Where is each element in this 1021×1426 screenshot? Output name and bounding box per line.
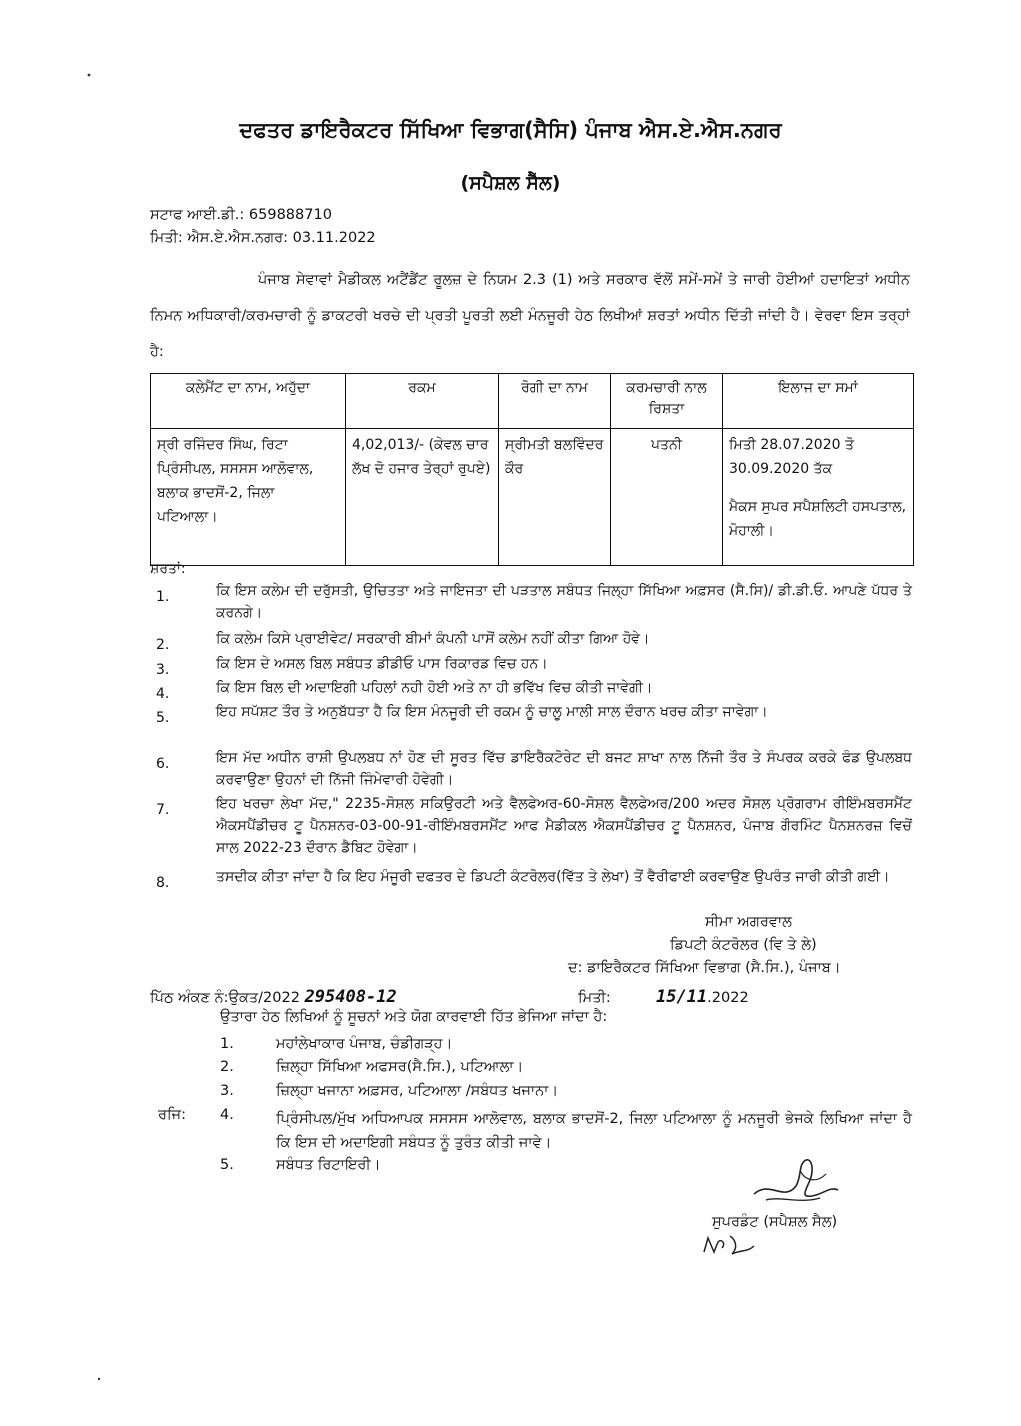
cell-relation: ਪਤਨੀ [611,429,723,566]
handwritten-ref-number: 295408-12 [304,987,397,1007]
condition-item: 5. ਇਹ ਸਪੱਸ਼ਟ ਤੌਰ ਤੇ ਅਨੁਬੱਧਤਾ ਹੈ ਕਿ ਇਸ ਮੰਨਜੂਰੀ ਦੀ ਰਕਮ ਨੂੰ ਚਾਲੂ ਮਾਲੀ ਸਾਲ ਦੌਰਾਨ ਖਰਚ ਕੀਤਾ ਜਾਵੇਗਾ। [156,704,768,726]
endorsement-date [578,987,749,1007]
cell-period [723,429,914,566]
cell-claimant: ਸ੍ਰੀ ਰਜਿੰਦਰ ਸਿੰਘ, ਰਿਟਾ ਪ੍ਰਿੰਸੀਪਲ, ਸਸਸਸ ਆਲੋਵਾਲ, ਬਲਾਕ ਭਾਦਸੋਂ-2, ਜਿਲਾ ਪਟਿਆਲਾ। [151,429,346,566]
cell-patient: ਸ੍ਰੀਮਤੀ ਬਲਵਿੰਦਰ ਕੌਰ [499,429,611,566]
list-item: 3. [220,1083,234,1099]
endorsement-ref-prefix: ਪਿੱਠ ਅੰਕਣ ਨੰ:ਉਕਤ/2022 [150,990,300,1006]
signatory-designation: ਡਿਪਟੀ ਕੰਟਰੋਲਰ (ਵਿ ਤੇ ਲੇ) [670,937,817,953]
stray-mark [96,1376,102,1382]
hospital-name: ਮੈਕਸ ਸੁਪਰ ਸਪੈਸ਼ਲਿਟੀ ਹਸਪਤਾਲ, ਮੋਹਾਲੀ। [729,499,907,539]
list-item: 2. [220,1059,234,1075]
table-row [151,429,914,566]
list-item: 5. [220,1157,234,1173]
condition-item: 8. ਤਸਦੀਕ ਕੀਤਾ ਜਾਂਦਾ ਹੈ ਕਿ ਇਹ ਮੰਜੂਰੀ ਦਫਤਰ ਦੇ ਡਿਪਟੀ ਕੰਟਰੋਲਰ(ਵਿੱਤ ਤੇ ਲੇਖਾ) ਤੋਂ ਵੈਰੀਫਾਈ ਕਰਵਾਉਣ ਉਪਰੰਤ ਜਾਰੀ ਕੀਤੀ ਗਈ। [156,869,890,891]
treatment-period: ਮਿਤੀ 28.07.2020 ਤੋ 30.09.2020 ਤੱਕ [729,437,854,477]
condition-item: 1. ਕਿ ਇਸ ਕਲੇਮ ਦੀ ਦਰੁੱਸਤੀ, ਉਚਿਤਤਾ ਅਤੇ ਜਾਇਜਤਾ ਦੀ ਪੜਤਾਲ ਸਬੰਧਤ ਜਿਲ੍ਹਾ ਸਿੱਖਿਆ ਅਫ਼ਸਰ (ਸੈ.ਸਿ)/ ਡੀ.ਡੀ.ਓ. ਆਪਣੇ ਪੱਧਰ ਤੇ ਕਰਨਗੇ। [156,583,912,621]
superintendent-designation: ਸੁਪਰਡੰਟ (ਸਪੈਸ਼ਲ ਸੈਲ) [712,1214,838,1230]
regd-label: ਰਜਿ: [158,1107,187,1123]
staff-id: ਸਟਾਫ ਆਈ.ਡੀ.: 659888710 [150,207,332,223]
conditions-label: ਸ਼ਰਤਾਂ: [150,561,186,577]
stray-mark [86,72,92,78]
signatory-name: ਸੀਮਾ ਅਗਰਵਾਲ [705,914,792,930]
header-period: ਇਲਾਜ ਦਾ ਸਮਾਂ [723,374,914,429]
signature-scribble [740,1150,850,1216]
handwritten-date: 15/11 [655,987,708,1007]
endorsement-date-suffix: .2022 [707,990,749,1006]
signatory-office: ਦ: ਡਾਇਰੈਕਟਰ ਸਿੱਖਿਆ ਵਿਭਾਗ (ਸੈ.ਸਿ.), ਪੰਜਾਬ। [568,960,841,976]
condition-item: 7. ਇਹ ਖਰਚਾ ਲੇਖਾ ਮੱਦ," 2235-ਸੋਸ਼ਲ ਸਕਿਉਰਟੀ ਅਤੇ ਵੈਲਫੇਅਰ-60-ਸੋਸ਼ਲ ਵੈਲਫੇਅਰ/200 ਅਦਰ ਸੋਸ਼ਲ ਪ੍ਰੋਗਰਾਮ ਰੀਇੰਮਬਰਸਮੈਂਟ ਐਕਸਪੈਂਡੀਚਰ ਟੂ ਪੈਨਸ਼ਨਰ-03-00-91-ਰੀਇੰਮਬਰਸਮੈਂਟ ਆਫ ਮੈਡੀਕਲ ਐਕਸਪੈਂਡੀਚਰ ਟੂ ਪੈਨਸ਼ਨਰ, ਪੰਜਾਬ ਗੌਰਮਿੰਟ ਪੈਨਸ਼ਨਰਜ਼ ਵਿਚੋਂ ਸਾਲ 2022-23 ਦੌਰਾਨ ਡੈਬਿਟ ਹੋਵੇਗਾ। [156,796,912,856]
header-amount: ਰਕਮ [346,374,499,429]
copy-recipient: ਪ੍ਰਿੰਸੀਪਲ/ਮੁੱਖ ਅਧਿਆਪਕ ਸਸਸਸ ਆਲੋਵਾਲ, ਬਲਾਕ ਭਾਦਸੋਂ-2, ਜਿਲਾ ਪਟਿਆਲਾ ਨੂੰ ਮਨਜੂਰੀ ਭੇਜਕੇ ਲਿਖਿਆ ਜਾਂਦਾ ਹੈ ਕਿ ਇਸ ਦੀ ਅਦਾਇਗੀ ਸਬੰਧਤ ਨੂੰ ਤੁਰੰਤ ਕੀਤੀ ਜਾਵੇ। [276,1111,912,1151]
cell-subtitle: (ਸਪੈਸ਼ਲ ਸੈੱਲ) [460,172,561,194]
endorsement-ref [150,987,397,1007]
condition-item: 3. ਕਿ ਇਸ ਦੇ ਅਸਲ ਬਿਲ ਸਬੰਧਤ ਡੀਡੀਓ ਪਾਸ ਰਿਕਾਰਡ ਵਿਚ ਹਨ। [156,656,548,678]
table-header-row [151,374,914,429]
initials-scribble [700,1230,760,1260]
copy-recipient: ਮਹਾਂਲੇਖਾਕਾਰ ਪੰਜਾਬ, ਚੰਡੀਗੜ੍ਹ। [276,1036,453,1052]
endorsement-date-label: ਮਿਤੀ: [578,990,611,1006]
copy-recipient: ਜ਼ਿਲ੍ਹਾ ਖਜਾਨਾ ਅਫ਼ਸਰ, ਪਟਿਆਲਾ /ਸਬੰਧਤ ਖਜਾਨਾ। [276,1083,559,1099]
condition-item: 6. ਇਸ ਮੱਦ ਅਧੀਨ ਰਾਸ਼ੀ ਉਪਲਬਧ ਨਾਂ ਹੋਣ ਦੀ ਸੂਰਤ ਵਿੱਚ ਡਾਇਰੈਕਟੋਰੇਟ ਦੀ ਬਜਟ ਸ਼ਾਖਾ ਨਾਲ ਨਿੱਜੀ ਤੌਰ ਤੇ ਸੰਪਰਕ ਕਰਕੇ ਫੰਡ ਉਪਲਬਧ ਕਰਵਾਉਣਾ ਉਹਨਾਂ ਦੀ ਨਿੱਜੀ ਜਿੰਮੇਵਾਰੀ ਹੋਵੇਗੀ। [156,750,912,788]
list-item: 4. [220,1107,234,1123]
condition-item: 2. ਕਿ ਕਲੇਮ ਕਿਸੇ ਪ੍ਰਾਈਵੇਟ/ ਸਰਕਾਰੀ ਬੀਮਾਂ ਕੰਪਨੀ ਪਾਸੋਂ ਕਲੇਮ ਨਹੀਂ ਕੀਤਾ ਗਿਆ ਹੋਵੇ। [156,631,650,653]
condition-item: 4. ਕਿ ਇਸ ਬਿਲ ਦੀ ਅਦਾਇਗੀ ਪਹਿਲਾਂ ਨਹੀ ਹੋਈ ਅਤੇ ਨਾ ਹੀ ਭਵਿੱਖ ਵਿਚ ਕੀਤੀ ਜਾਵੇਗੀ। [156,680,653,702]
header-patient: ਰੋਗੀ ਦਾ ਨਾਮ [499,374,611,429]
header-relation: ਕਰਮਚਾਰੀ ਨਾਲ ਰਿਸ਼ਤਾ [611,374,723,429]
cell-amount: 4,02,013/- (ਕੇਵਲ ਚਾਰ ਲੱਖ ਦੋ ਹਜਾਰ ਤੇਰ੍ਹਾਂ ਰੁਪਏ) [346,429,499,566]
list-item: 1. [220,1036,234,1052]
intro-paragraph: ਪੰਜਾਬ ਸੇਵਾਵਾਂ ਮੈਡੀਕਲ ਅਟੈਂਡੈਂਟ ਰੂਲਜ਼ ਦੇ ਨਿਯਮ 2.3 (1) ਅਤੇ ਸਰਕਾਰ ਵੱਲੋਂ ਸਮੇਂ-ਸਮੇਂ ਤੇ ਜਾਰੀ ਹੋਈਆਂ ਹਦਾਇਤਾਂ ਅਧੀਨ ਨਿਮਨ ਅਧਿਕਾਰੀ/ਕਰਮਚਾਰੀ ਨੂੰ ਡਾਕਟਰੀ ਖਰਚੇ ਦੀ ਪ੍ਰਤੀ ਪੂਰਤੀ ਲਈ ਮੰਨਜੂਰੀ ਹੇਠ ਲਿਖੀਆਂ ਸ਼ਰਤਾਂ ਅਧੀਨ ਦਿੱਤੀ ਜਾਂਦੀ ਹੈ। ਵੇਰਵਾ ਇਸ ਤਰ੍ਹਾਂ ਹੈ: [150,272,910,360]
issue-date: ਮਿਤੀ: ਐਸ.ਏ.ਐਸ.ਨਗਰ: 03.11.2022 [150,230,376,246]
header-claimant: ਕਲੇਮੈਂਟ ਦਾ ਨਾਮ, ਅਹੁੱਦਾ [151,374,346,429]
claim-table [150,373,914,566]
copy-recipient: ਸਬੰਧਤ ਰਿਟਾਇਰੀ। [276,1157,381,1173]
office-title: ਦਫਤਰ ਡਾਇਰੈਕਟਰ ਸਿੱਖਿਆ ਵਿਭਾਗ(ਸੈਸਿ) ਪੰਜਾਬ ਐਸ.ਏ.ਐਸ.ਨਗਰ [239,118,782,142]
copy-recipient: ਜ਼ਿਲ੍ਹਾ ਸਿੱਖਿਆ ਅਫਸਰ(ਸੈ.ਸਿ.), ਪਟਿਆਲਾ। [276,1059,524,1075]
endorsement-intro: ਉਤਾਰਾ ਹੇਠ ਲਿਖਿਆਂ ਨੂੰ ਸੂਚਨਾਂ ਅਤੇ ਯੋਗ ਕਾਰਵਾਈ ਹਿੱਤ ਭੇਜਿਆ ਜਾਂਦਾ ਹੈ: [220,1009,608,1025]
